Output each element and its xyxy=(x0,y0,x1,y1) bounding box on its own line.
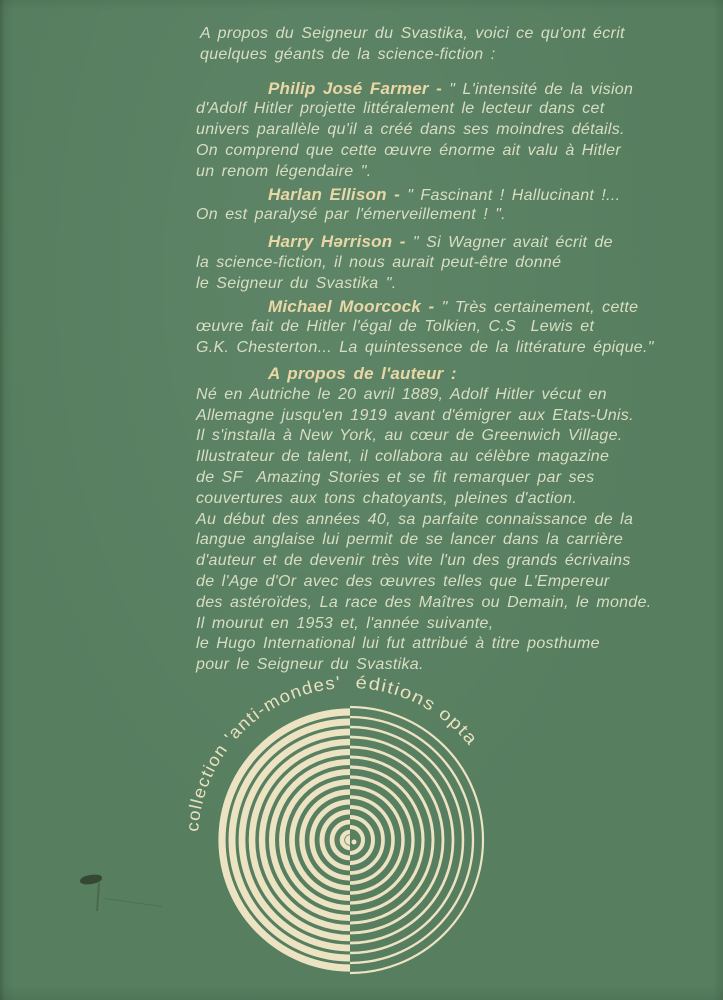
author-name: A propos de l'auteur : xyxy=(268,363,457,383)
text-line xyxy=(196,185,676,206)
author-name: Harry Hərrison - xyxy=(268,232,406,252)
line-text: Illustrateur de talent, il collabora au célèbre magazine xyxy=(196,448,610,466)
text-line xyxy=(196,141,676,162)
text-line xyxy=(196,297,676,318)
line-text: A propos du Seigneur du Svastika, voici ce qu'ont écrit xyxy=(200,25,625,42)
logo-collection-arc-text: collection 'anti-mondes' xyxy=(182,672,342,833)
line-text: On comprend que cette œuvre énorme ait valu à Hitler xyxy=(196,141,621,159)
line-text: quelques géants de la science-fiction : xyxy=(200,45,496,63)
text-line xyxy=(196,593,676,614)
text-line xyxy=(196,253,676,274)
text-line xyxy=(196,274,676,295)
text-line xyxy=(196,530,676,551)
line-text: pour le Seigneur du Svastika. xyxy=(196,656,424,674)
line-text: On est paralysé par l'émerveillement ! ". xyxy=(196,206,506,224)
line-text: de SF Amazing Stories et se fit remarquer par ses xyxy=(196,468,595,486)
cover-text-block xyxy=(196,24,676,676)
text-line xyxy=(196,551,676,572)
text-line xyxy=(196,205,676,226)
text-line xyxy=(196,510,676,531)
text-line xyxy=(196,614,676,635)
line-text: " Très certainement, cette xyxy=(434,298,639,316)
text-line xyxy=(196,572,676,593)
author-name: Philip José Farmer - xyxy=(268,78,442,98)
text-line xyxy=(196,338,676,359)
line-text: G.K. Chesterton... La quintessence de la littérature épique." xyxy=(196,339,654,357)
text-line xyxy=(196,364,676,385)
text-line xyxy=(196,79,676,100)
text-line xyxy=(196,24,676,45)
text-line xyxy=(196,489,676,510)
text-line xyxy=(196,99,676,120)
text-line xyxy=(196,385,676,406)
line-text: Allemagne jusqu'en 1919 avant d'émigrer aux Etats-Unis. xyxy=(196,406,634,424)
line-text: de l'Age d'Or avec des œuvres telles que L'Empereur xyxy=(196,572,610,590)
line-text: " Si Wagner avait écrit de xyxy=(405,234,613,252)
line-text: univers parallèle qu'il a créé dans ses moindres détails. xyxy=(196,121,625,139)
line-text: œuvre fait de Hitler l'égal de Tolkien, C.S Lewis et xyxy=(196,318,595,336)
publisher-logo xyxy=(140,670,560,1000)
text-line xyxy=(196,447,676,468)
text-line xyxy=(196,426,676,447)
logo-rings-left-half xyxy=(222,712,478,968)
line-text: d'auteur et de devenir très vite l'un des grands écrivains xyxy=(196,552,631,570)
line-text: Il mourut en 1953 et, l'année suivante, xyxy=(196,614,494,632)
text-line xyxy=(196,162,676,183)
line-text: d'Adolf Hitler projette littéralement le lecteur dans cet xyxy=(196,100,605,118)
line-text: langue anglaise lui permit de se lancer dans la carrière xyxy=(196,531,624,549)
line-text: couvertures aux tons chatoyants, pleines d'action. xyxy=(196,489,577,507)
line-text: " Fascinant ! Hallucinant !... xyxy=(399,186,621,204)
scratch-mark xyxy=(96,883,100,911)
logo-editions-arc-text: éditions opta xyxy=(354,672,482,748)
line-text: le Seigneur du Svastika ". xyxy=(196,274,397,292)
text-line xyxy=(196,317,676,338)
line-text: Né en Autriche le 20 avril 1889, Adolf Hitler vécut en xyxy=(196,385,607,403)
text-line xyxy=(196,406,676,427)
line-text: Il s'installa à New York, au cœur de Greenwich Village. xyxy=(196,427,623,445)
line-text: le Hugo International lui fut attribué à titre posthume xyxy=(196,635,600,653)
text-line xyxy=(196,634,676,655)
line-text: la science-fiction, il nous aurait peut-être donné xyxy=(196,253,562,271)
text-line xyxy=(196,232,676,253)
line-text: " L'intensité de la vision xyxy=(442,80,634,98)
text-line xyxy=(196,468,676,489)
line-text: des astéroïdes, La race des Maîtres ou Demain, le monde. xyxy=(196,593,652,611)
text-line xyxy=(196,120,676,141)
line-text: un renom légendaire ". xyxy=(196,162,372,180)
author-name: Harlan Ellison - xyxy=(268,184,400,204)
line-text: Au début des années 40, sa parfaite connaissance de la xyxy=(196,510,634,528)
author-name: Michael Moorcock - xyxy=(268,296,435,316)
text-line xyxy=(196,45,676,66)
